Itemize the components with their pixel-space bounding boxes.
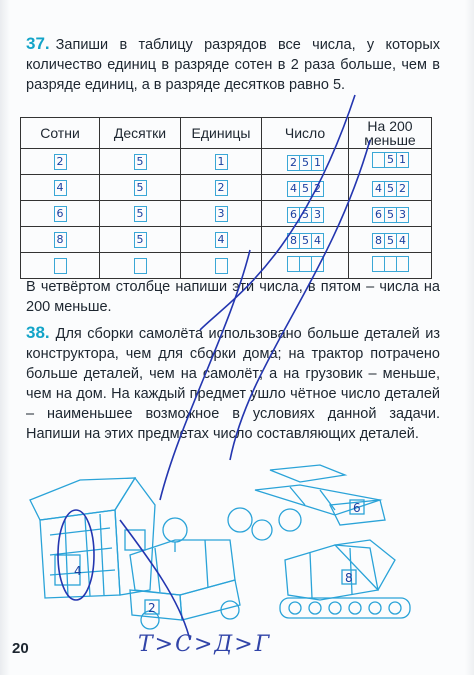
pen-strokes [58, 95, 370, 640]
digit-box: 6 [372, 207, 385, 223]
units-cell-digit: 3 [215, 206, 228, 222]
tractor-parts-count: 8 [345, 571, 353, 585]
truck-parts-count: 2 [148, 601, 156, 615]
task-38-text: Для сборки самолёта использовано больше деталей из конструктора, чем для сборки дома; на трактор потрачено больше деталей, чем на самолёт; а на грузовик – меньше, чем на дом. На каждый предмет ушло чётное число деталей – наименьшее возможное в условиях данной задачи. Напиши на этих предметах число составляющих деталей. [26, 326, 440, 442]
digit-box: 4 [396, 233, 409, 249]
tens-cell-digit: 5 [134, 206, 147, 222]
house-parts-count: 4 [74, 564, 82, 578]
units-cell-digit: 1 [215, 154, 228, 170]
units-cell-digit: 4 [215, 232, 228, 248]
digit-box: 5 [299, 155, 312, 171]
digit-box: 1 [311, 155, 324, 171]
digit-box: 4 [311, 233, 324, 249]
digit-box: 1 [396, 152, 409, 168]
handwritten-answer: Т>С>Д>Г [138, 632, 272, 657]
digit-box: 4 [287, 181, 300, 197]
hundreds-cell-digit: 4 [54, 180, 67, 196]
header-units: Единицы [181, 118, 262, 149]
hundreds-cell-digit: 6 [54, 206, 67, 222]
task-37-number: 37. [26, 34, 50, 53]
digit-box: 4 [372, 181, 385, 197]
digit-box: 3 [396, 207, 409, 223]
plane-drawing [228, 465, 385, 540]
hundreds-cell-digit: 2 [54, 154, 67, 170]
units-cell-digit: 2 [215, 180, 228, 196]
header-minus-200: На 200 меньше [349, 118, 432, 149]
digit-box: 5 [384, 181, 397, 197]
page-number: 20 [12, 640, 29, 657]
digit-box: 3 [311, 207, 324, 223]
tens-cell-digit: 5 [134, 232, 147, 248]
digit-box: 2 [311, 181, 324, 197]
task-38-number: 38. [26, 323, 50, 342]
task-37-instruction: В четвёртом столбце напиши эти числа, в пятом – числа на 200 меньше. [26, 279, 440, 315]
header-tens: Десятки [100, 118, 181, 149]
plane-parts-count: 6 [353, 501, 361, 515]
task-37-text: Запиши в таблицу разрядов все числа, у которых количество единиц в разряде сотен в 2 раза больше, чем в разряде единиц, а в разряде десятков равно 5. [26, 37, 440, 93]
tens-cell-digit: 5 [134, 154, 147, 170]
header-hundreds: Сотни [21, 118, 100, 149]
digit-box: 8 [372, 233, 385, 249]
digit-box: 2 [396, 181, 409, 197]
hundreds-cell-digit: 8 [54, 232, 67, 248]
header-number: Число [262, 118, 349, 149]
tens-cell-digit: 5 [134, 180, 147, 196]
digit-box: 5 [384, 152, 397, 168]
digit-box: 5 [299, 207, 312, 223]
digit-box: 5 [299, 233, 312, 249]
digit-box: 6 [287, 207, 300, 223]
truck-drawing [130, 518, 240, 629]
digit-box: 2 [287, 155, 300, 171]
digit-box: 5 [384, 233, 397, 249]
digit-box: 8 [287, 233, 300, 249]
digit-box: 5 [384, 207, 397, 223]
digit-box: 5 [299, 181, 312, 197]
